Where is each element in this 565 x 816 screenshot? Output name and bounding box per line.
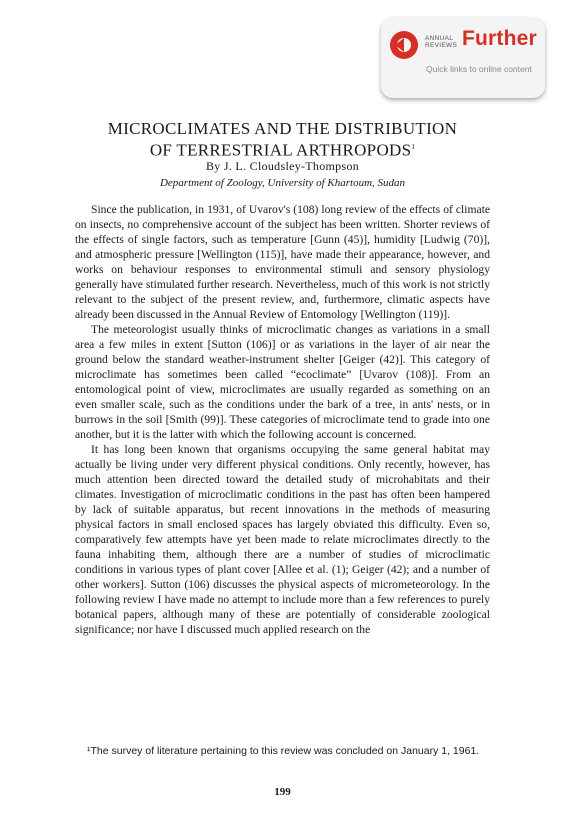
annual-label: ANNUAL: [425, 35, 454, 42]
article-body: [75, 202, 490, 637]
paragraph: It has long been known that organisms occupying the same general habitat may actually be living under very different physical conditions. Only recently, however, has much attention been directed toward the detailed study of microhabitats and their climates. Investigation of microclimatic conditions in the past has often been hampered by lack of suitable apparatus, but recent innovations in the methods of measuring physical factors in small enclosed spaces has largely obviated this difficulty. Even so, comparatively few attempts have yet been made to relate microclimates directly to the fauna inhabiting them, although there are a number of studies of microclimatic conditions in various types of plant cover [Allee et al. (1); Geiger (42); and a number of other workers]. Sutton (106) discusses the physical aspects of micrometeorology. In the following review I have made no attempt to include more than a few references to purely botanical papers, although many of these are potentially of considerable zoological significance; nor have I discussed much applied research on the: [75, 443, 490, 636]
footnote: ¹The survey of literature pertaining to this review was concluded on January 1, 1961.: [87, 745, 480, 757]
reviews-label: REVIEWS: [425, 42, 458, 49]
page-number: 199: [274, 786, 291, 798]
affiliation: Department of Zoology, University of Khartoum, Sudan: [159, 177, 406, 189]
annual-reviews-label: [425, 35, 457, 49]
further-label: Further: [462, 27, 537, 50]
title-footnote-mark: 1: [411, 143, 416, 151]
further-subtitle: Quick links to online content: [426, 64, 532, 74]
title-line-1: MICROCLIMATES AND THE DISTRIBUTION: [107, 119, 458, 138]
title-line-2: [0, 138, 565, 160]
further-badge[interactable]: [381, 18, 545, 98]
article-title: [0, 119, 565, 160]
arrow-left-icon: [395, 38, 404, 52]
paragraph: The meteorologist usually thinks of microclimatic changes as variations in a small area a few miles in extent [Sutton (106)] or as variations in the layer of air near the ground below the standard weather-instrument shelter [Geiger (42)]. This category of microclimate has sometimes been called “ecoclimate” [Uvarov (108)]. From an entomological point of view, microclimates are usually regarded as something on an even smaller scale, such as the conditions under the bark of a tree, in ants' nests, or in burrows in the soil [Smith (99)]. These categories of microclimate tend to grade into one another, but it is the latter with which the following account is concerned.: [75, 323, 490, 441]
author-line: By J. L. Cloudsley-Thompson: [205, 159, 360, 173]
paragraph: Since the publication, in 1931, of Uvarov's (108) long review of the effects of climate on insects, no comprehensive account of the subject has been written. Shorter reviews of the effects of single factors, such as temperature [Gunn (45)], humidity [Ludwig (70)], and atmospheric pressure [Wellington (115)], have made their appearance, however, and works on behaviour responses to environmental stimuli and sensory physiology generally have stimulated further research. Nevertheless, much of this work is not strictly relevant to the subject of the present review, and, furthermore, climatic aspects have already been discussed in the Annual Review of Entomology [Wellington (119)].: [75, 203, 490, 321]
title-line-2-text: OF TERRESTRIAL ARTHROPODS: [149, 140, 412, 160]
